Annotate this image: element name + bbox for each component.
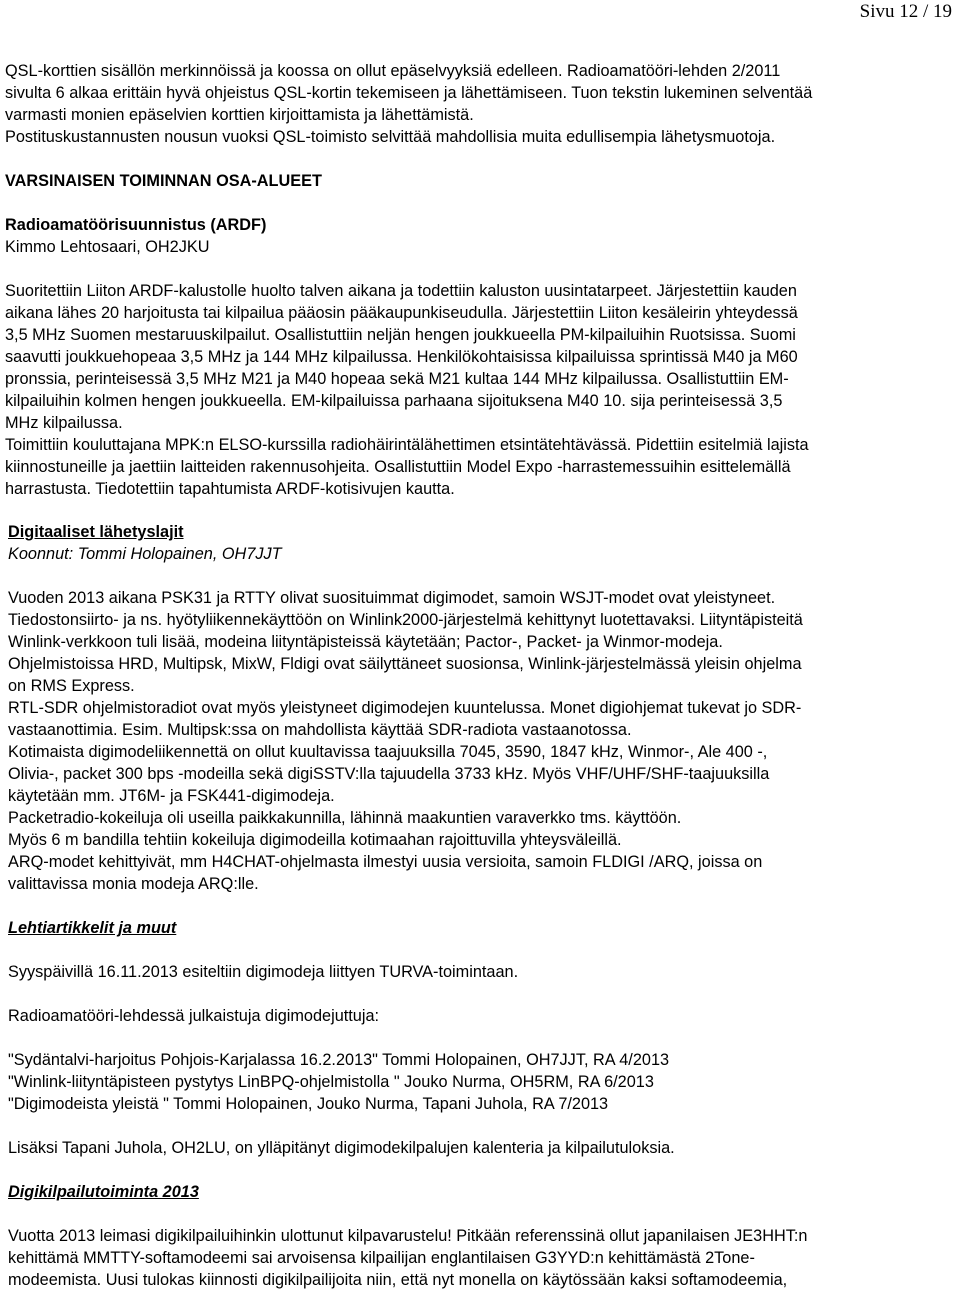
- articles-list: [8, 1049, 953, 1115]
- articles-intro: Radioamatööri-lehdessä julkaistuja digimodejuttuja:: [8, 1007, 380, 1025]
- digital-line: Vuoden 2013 aikana PSK31 ja RTTY olivat suosituimmat digimodet, samoin WSJT-modet ovat yleistyneet.: [8, 589, 776, 607]
- qsl-line: QSL-korttien sisällön merkinnöissä ja koossa on ollut epäselvyyksiä edelleen. Radioamatööri-lehden 2/2011: [5, 62, 781, 80]
- digital-line: Tiedostonsiirto- ja ns. hyötyliikennekäyttöön on Winlink2000-järjestelmä kehittynyt luotettavaksi. Liityntäpisteitä: [8, 611, 803, 629]
- digital-paragraph: [8, 587, 953, 895]
- digital-line: käytetään mm. JT6M- ja FSK441-digimodeja.: [8, 787, 335, 805]
- digital-line: Myös 6 m bandilla tehtiin kokeiluja digimodeilla kotimaahan rajoittuvilla yhteysväleillä.: [8, 831, 622, 849]
- ardf-line: kiinnostuneille ja jaettiin laitteiden rakennusohjeita. Osallistuttiin Model Expo -harrastemessuihin esittelemällä: [5, 458, 791, 476]
- digital-line: valittavissa monia modeja ARQ:lle.: [8, 875, 259, 893]
- page-number: Sivu 12 / 19: [859, 1, 952, 22]
- ardf-paragraph: [5, 280, 955, 500]
- ardf-line: Suoritettiin Liiton ARDF-kalustolle huolto talven aikana ja todettiin kaluston uusintatarpeet. Järjestettiin kauden: [5, 282, 797, 300]
- ardf-line: MHz kilpailussa.: [5, 414, 123, 432]
- section-qsl-and-ardf: [5, 60, 955, 500]
- contests-paragraph: [8, 1225, 953, 1291]
- ardf-line: saavutti joukkuehopeaa 3,5 MHz ja 144 MHz kilpailussa. Henkilökohtaisissa kilpailuissa sprintissä M40 ja M60: [5, 348, 798, 366]
- digital-title: Digitaaliset lähetyslajit: [8, 523, 184, 541]
- qsl-paragraph: [5, 60, 955, 148]
- digital-line: Packetradio-kokeiluja oli useilla paikkakunnilla, lähinnä maakuntien varaverkko tms. käyttöön.: [8, 809, 682, 827]
- digital-line: Ohjelmistoissa HRD, Multipsk, MixW, Fldigi ovat säilyttäneet suosionsa, Winlink-järjestelmässä yleisin ohjelma: [8, 655, 802, 673]
- ardf-line: 3,5 MHz Suomen mestaruuskilpailut. Osallistuttiin neljän hengen joukkueella PM-kilpailuihin Ruotsissa. Suomi: [5, 326, 796, 344]
- ardf-line: Toimittiin kouluttajana MPK:n ELSO-kurssilla radiohäirintälähettimen etsintätehtävässä. Pidettiin esitelmiä lajista: [5, 436, 809, 454]
- digital-line: on RMS Express.: [8, 677, 135, 695]
- digital-line: RTL-SDR ohjelmistoradiot ovat myös yleistyneet digimodejen kuuntelussa. Monet digiohjemat tukevat jo SDR-: [8, 699, 802, 717]
- contests-line: kehittämä MMTTY-softamodeemi sai arvoisensa kilpailijan englantilaisen G3YYD:n kehittämästä 2Tone-: [8, 1249, 755, 1267]
- ardf-leader: Kimmo Lehtosaari, OH2JKU: [5, 238, 210, 256]
- article-item: "Sydäntalvi-harjoitus Pohjois-Karjalassa 16.2.2013" Tommi Holopainen, OH7JJT, RA 4/2013: [8, 1051, 670, 1069]
- digital-compiler: Koonnut: Tommi Holopainen, OH7JJT: [8, 545, 282, 563]
- ardf-line: aikana lähes 20 harjoitusta tai kilpailua pääosin pääkaupunkiseudulla. Järjestettiin Liiton kesäleirin yhteydessä: [5, 304, 798, 322]
- article-item: "Winlink-liityntäpisteen pystytys LinBPQ-ohjelmistolla " Jouko Nurma, OH5RM, RA 6/2013: [8, 1073, 654, 1091]
- qsl-line: varmasti monien epäselvien korttien kirjoittamista ja lähettämistä.: [5, 106, 474, 124]
- articles-extra: Lisäksi Tapani Juhola, OH2LU, on ylläpitänyt digimodekilpalujen kalenteria ja kilpailutuloksia.: [8, 1139, 675, 1157]
- digital-line: Kotimaista digimodeliikennettä on ollut kuultavissa taajuuksilla 7045, 3590, 1847 kHz, Winmor-, Ale 400 -,: [8, 743, 768, 761]
- contests-title: Digikilpailutoiminta 2013: [8, 1183, 199, 1201]
- article-item: "Digimodeista yleistä " Tommi Holopainen, Jouko Nurma, Tapani Juhola, RA 7/2013: [8, 1095, 609, 1113]
- digital-line: ARQ-modet kehittyivät, mm H4CHAT-ohjelmasta ilmestyi uusia versioita, samoin FLDIGI /ARQ, joissa on: [8, 853, 763, 871]
- ardf-line: pronssia, perinteisessä 3,5 MHz M21 ja M40 hopeaa sekä M21 kultaa 144 MHz kilpailussa. Osallistuttiin EM-: [5, 370, 789, 388]
- articles-title: Lehtiartikkelit ja muut: [8, 919, 177, 937]
- section-digital-modes: [8, 521, 953, 1291]
- articles-seminar: Syyspäivillä 16.11.2013 esiteltiin digimodeja liittyen TURVA-toimintaan.: [8, 963, 519, 981]
- section-heading: VARSINAISEN TOIMINNAN OSA-ALUEET: [5, 172, 322, 190]
- contests-line: Vuotta 2013 leimasi digikilpailuihinkin ulottunut kilpavarustelu! Pitkään referenssinä ollut japanilaisen JE3HHT:n: [8, 1227, 808, 1245]
- digital-line: Winlink-verkkoon tuli lisää, modeina liityntäpisteissä käytetään; Pactor-, Packet- ja Winmor-modeja.: [8, 633, 723, 651]
- qsl-line: Postituskustannusten nousun vuoksi QSL-toimisto selvittää mahdollisia muita edullisempia lähetysmuotoja.: [5, 128, 776, 146]
- ardf-title: Radioamatöörisuunnistus (ARDF): [5, 216, 267, 234]
- digital-line: vastaanottimia. Esim. Multipsk:ssa on mahdollista käyttää SDR-radiota vastaanotossa.: [8, 721, 632, 739]
- contests-line: modeemista. Uusi tulokas kiinnosti digikilpailijoita niin, että nyt monella on käytössään kaksi softamodeemia,: [8, 1271, 788, 1289]
- qsl-line: sivulta 6 alkaa erittäin hyvä ohjeistus QSL-kortin tekemiseen ja lähettämiseen. Tuon tekstin lukeminen selventää: [5, 84, 813, 102]
- digital-line: Olivia-, packet 300 bps -modeilla sekä digiSSTV:lla tajuudella 3733 kHz. Myös VHF/UHF/SHF-taajuuksilla: [8, 765, 770, 783]
- ardf-line: harrastusta. Tiedotettiin tapahtumista ARDF-kotisivujen kautta.: [5, 480, 455, 498]
- ardf-line: kilpailuihin kolmen hengen joukkueella. EM-kilpailuissa parhaana sijoituksena M40 10. sija perinteisessä 3,5: [5, 392, 783, 410]
